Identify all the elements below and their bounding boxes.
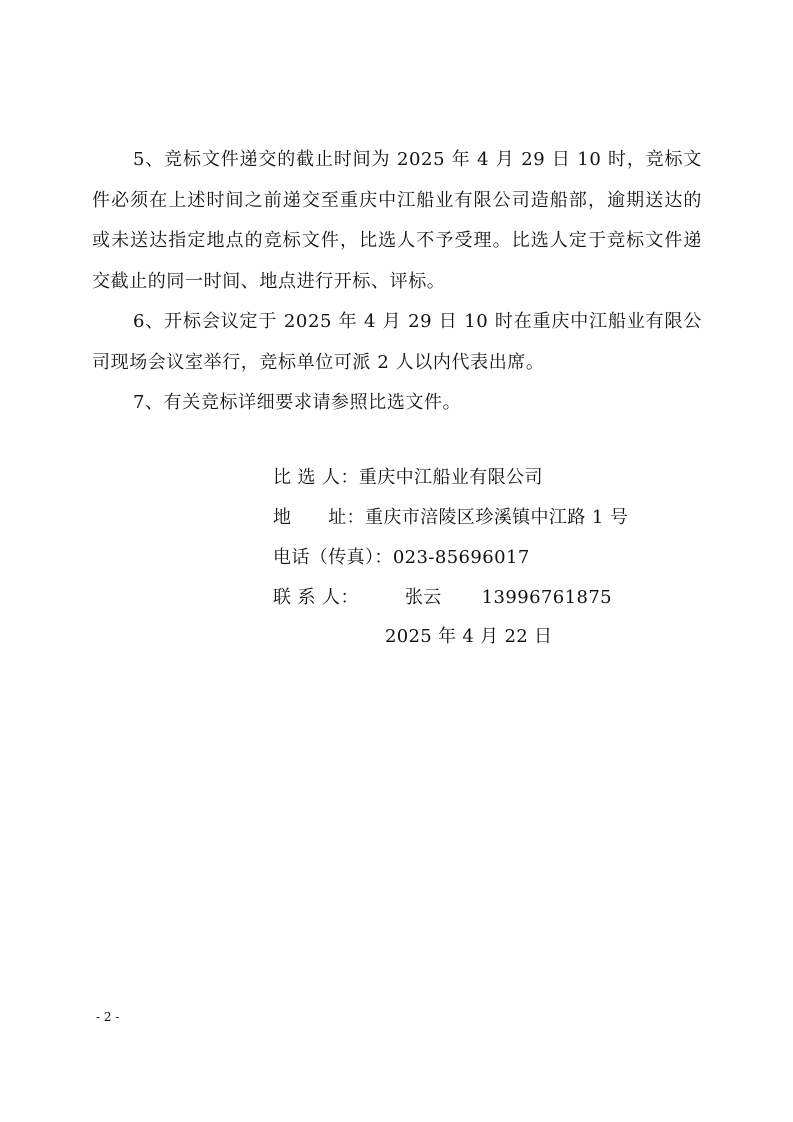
contact-row <box>273 578 628 618</box>
address-row <box>273 498 628 538</box>
selector-row <box>273 458 628 498</box>
paragraph-opening-meeting: 6、开标会议定于 2025 年 4 月 29 日 10 时在重庆中江船业有限公司现场会议室举行，竞标单位可派 2 人以内代表出席。 <box>92 311 702 373</box>
selector-value: 重庆中江船业有限公司 <box>358 467 543 488</box>
address-label: 地 址： <box>273 507 365 528</box>
contact-name: 张云 <box>404 587 442 608</box>
page-number: - 2 - <box>96 1010 120 1024</box>
body-text <box>92 140 702 424</box>
phone-row <box>273 538 628 578</box>
paragraph-deadline: 5、竞标文件递交的截止时间为 2025 年 4 月 29 日 10 时，竞标文件必须在上述时间之前递交至重庆中江船业有限公司造船部，逾期送达的或未送达指定地点的竞标文件，比选人不予受理。比选人定于竞标文件递交截止的同一时间、地点进行开标、评标。 <box>92 149 702 292</box>
address-value: 重庆市涪陵区珍溪镇中江路 1 号 <box>364 507 629 528</box>
document-date: 2025 年 4 月 22 日 <box>385 626 553 647</box>
signature-block <box>273 458 628 618</box>
phone-value: 023-85696017 <box>392 547 530 568</box>
contact-label: 联 系 人： <box>273 587 359 608</box>
paragraph-requirements: 7、有关竞标详细要求请参照比选文件。 <box>133 392 462 413</box>
selector-label: 比 选 人： <box>273 467 359 488</box>
contact-phone: 13996761875 <box>481 587 613 608</box>
phone-label: 电话（传真）： <box>273 547 393 568</box>
